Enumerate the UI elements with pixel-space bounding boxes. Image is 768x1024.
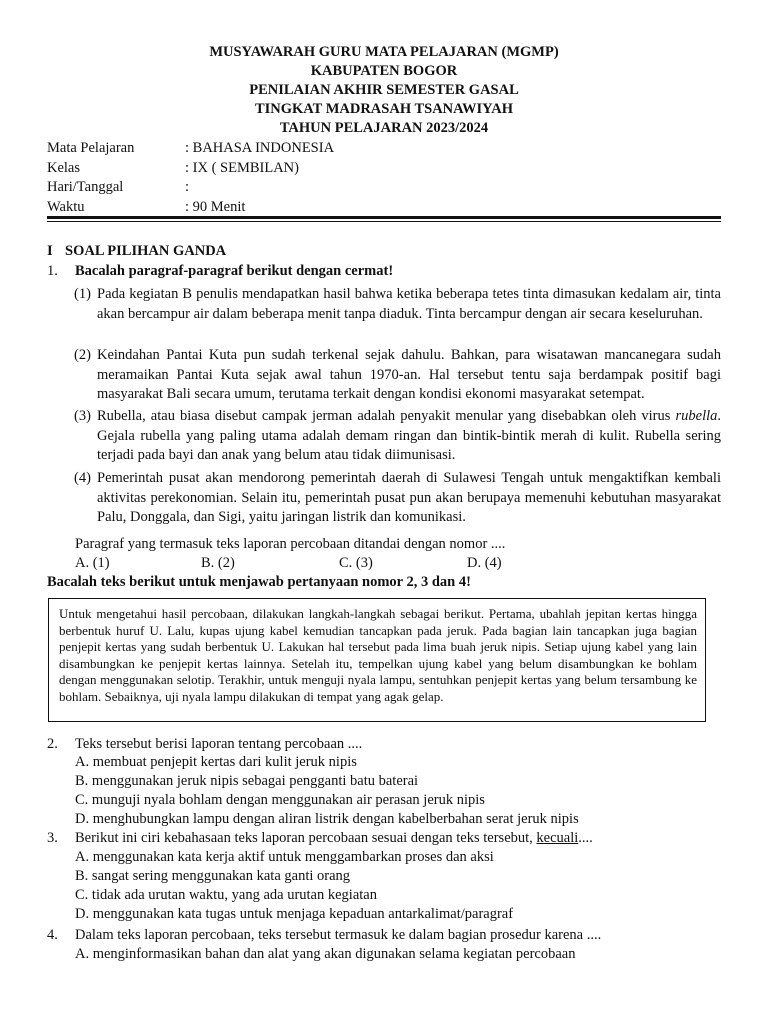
- question-stem: Dalam teks laporan percobaan, teks tersebut termasuk ke dalam bagian prosedur karena ....: [75, 927, 602, 943]
- question-instruction: Bacalah paragraf-paragraf berikut dengan cermat!: [75, 263, 394, 279]
- answer-option: A. menggunakan kata kerja aktif untuk menggambarkan proses dan aksi: [75, 849, 494, 865]
- paragraph-item: [74, 346, 721, 405]
- meta-value: : BAHASA INDONESIA: [185, 140, 335, 156]
- header-divider-thin: [47, 221, 721, 222]
- answer-option: A. membuat penjepit kertas dari kulit jeruk nipis: [75, 754, 357, 770]
- reading-passage-box: [48, 598, 706, 722]
- question-stem-part: ....: [578, 830, 593, 846]
- answer-option: D. menghubungkan lampu dengan aliran listrik dengan kabelberbahan serat jeruk nipis: [75, 811, 579, 827]
- paragraph-text-part: Rubella, atau biasa disebut campak jerman adalah penyakit menular yang disebabkan oleh virus: [97, 408, 676, 424]
- paragraph-item: [74, 285, 721, 324]
- section-number: I: [47, 243, 53, 259]
- question-stem-emphasis: kecuali: [536, 830, 579, 846]
- answer-option: A. (1): [75, 555, 110, 571]
- meta-value: : IX ( SEMBILAN): [185, 159, 299, 176]
- header-line-3: PENILAIAN AKHIR SEMESTER GASAL: [249, 82, 519, 98]
- question-number: 1.: [47, 263, 58, 279]
- paragraph-text: Pada kegiatan B penulis mendapatkan hasil bahwa ketika beberapa tetes tinta dimasukan kedalam air, tinta akan bercampur air dalam beberapa menit tanpa diaduk. Tinta bercampur dengan air secara keseluruhan.: [97, 286, 721, 322]
- paragraph-number: (1): [74, 286, 91, 302]
- question-stem: Teks tersebut berisi laporan tentang percobaan ....: [75, 736, 363, 752]
- meta-value: : 90 Menit: [185, 198, 246, 215]
- answer-option: C. munguji nyala bohlam dengan menggunakan air perasan jeruk nipis: [75, 792, 485, 808]
- question-stem-part: Berikut ini ciri kebahasaan teks laporan percobaan sesuai dengan teks tersebut,: [75, 830, 537, 846]
- header-divider-thick: [47, 216, 721, 219]
- question-stem: [75, 829, 593, 849]
- meta-label: Hari/Tanggal: [47, 179, 124, 195]
- meta-label: Kelas: [47, 159, 81, 176]
- question-number: 3.: [47, 830, 58, 846]
- paragraph-item: [74, 469, 721, 528]
- paragraph-text: [97, 407, 721, 466]
- answer-option: C. (3): [339, 555, 373, 571]
- paragraph-text: Pemerintah pusat akan mendorong pemerintah daerah di Sulawesi Tengah untuk mengaktifkan kembali aktivitas perekonomian. Selain itu, pemerintah pusat pun akan berupaya memenuhi kebutuhan masyarakat Palu, Donggala, dan Sigi, yaitu jaringan listrik dan komunikasi.: [97, 470, 721, 525]
- answer-option: D. (4): [467, 555, 502, 571]
- answer-option: B. sangat sering menggunakan kata ganti orang: [75, 868, 351, 884]
- paragraph-number: (4): [74, 470, 91, 486]
- answer-option: B. menggunakan jeruk nipis sebagai pengganti batu baterai: [75, 773, 419, 789]
- question-stem: Paragraf yang termasuk teks laporan percobaan ditandai dengan nomor ....: [75, 536, 506, 552]
- answer-option: C. tidak ada urutan waktu, yang ada urutan kegiatan: [75, 887, 377, 903]
- paragraph-text: Keindahan Pantai Kuta pun sudah terkenal sejak dahulu. Bahkan, para wisatawan mancanegara sudah meramaikan Pantai Kuta sejak awal tahun 1970-an. Hal tersebut tentu saja berdampak positif bagi masyarakat Bali secara umum, terutama terkait dengan kondisi ekonomi masyarakat setempat.: [97, 347, 721, 402]
- header-line-5: TAHUN PELAJARAN 2023/2024: [279, 120, 489, 136]
- paragraph-text-part: . Gejala rubella yang paling utama adalah demam ringan dan bintik-bintik merah di kulit. Rubella sering terjadi pada bayi dan anak yang belum atau tidak diimunisasi.: [97, 408, 721, 463]
- question-number: 2.: [47, 736, 58, 752]
- paragraph-number: (3): [74, 408, 91, 424]
- answer-option: B. (2): [201, 555, 235, 571]
- question-number: 4.: [47, 927, 58, 943]
- meta-label: Waktu: [47, 198, 85, 215]
- header-line-1: MUSYAWARAH GURU MATA PELAJARAN (MGMP): [209, 44, 559, 60]
- paragraph-text-italic: rubella: [675, 408, 718, 424]
- reading-passage: Untuk mengetahui hasil percobaan, dilakukan langkah-langkah sebagai berikut. Pertama, ubahlah jepitan kertas hingga berbentuk huruf U. Lalu, kupas ujung kabel kemudian tancapkan pada jeruk. Pada bagian lain tancapkan juga bagian penjepit kertas yang sudah berbentuk U. Lakukan hal tersebut pada lima buah jeruk nipis. Setiap ujung kabel yang lain disambungkan ke penjepit kertas lainnya. Setelah itu, tempelkan ujung kabel yang belum disambungkan ke bohlam dengan menggunakan selotip. Terakhir, untuk menguji nyala lampu, sentuhkan penjepit kertas yang belum tersambung ke bohlam. Sebaiknya, uji nyala lampu dilakukan di tempat yang agak gelap.: [59, 606, 697, 704]
- header-line-4: TINGKAT MADRASAH TSANAWIYAH: [254, 101, 514, 117]
- header-line-2: KABUPATEN BOGOR: [310, 63, 458, 79]
- meta-value: :: [185, 179, 190, 195]
- answer-option: A. menginformasikan bahan dan alat yang akan digunakan selama kegiatan percobaan: [75, 946, 576, 962]
- meta-label: Mata Pelajaran: [47, 140, 135, 156]
- paragraph-item: [74, 407, 721, 466]
- reading-instruction: Bacalah teks berikut untuk menjawab pertanyaan nomor 2, 3 dan 4!: [47, 574, 471, 590]
- paragraph-number: (2): [74, 347, 91, 363]
- answer-option: D. menggunakan kata tugas untuk menjaga kepaduan antarkalimat/paragraf: [75, 906, 514, 922]
- section-title: SOAL PILIHAN GANDA: [65, 243, 227, 259]
